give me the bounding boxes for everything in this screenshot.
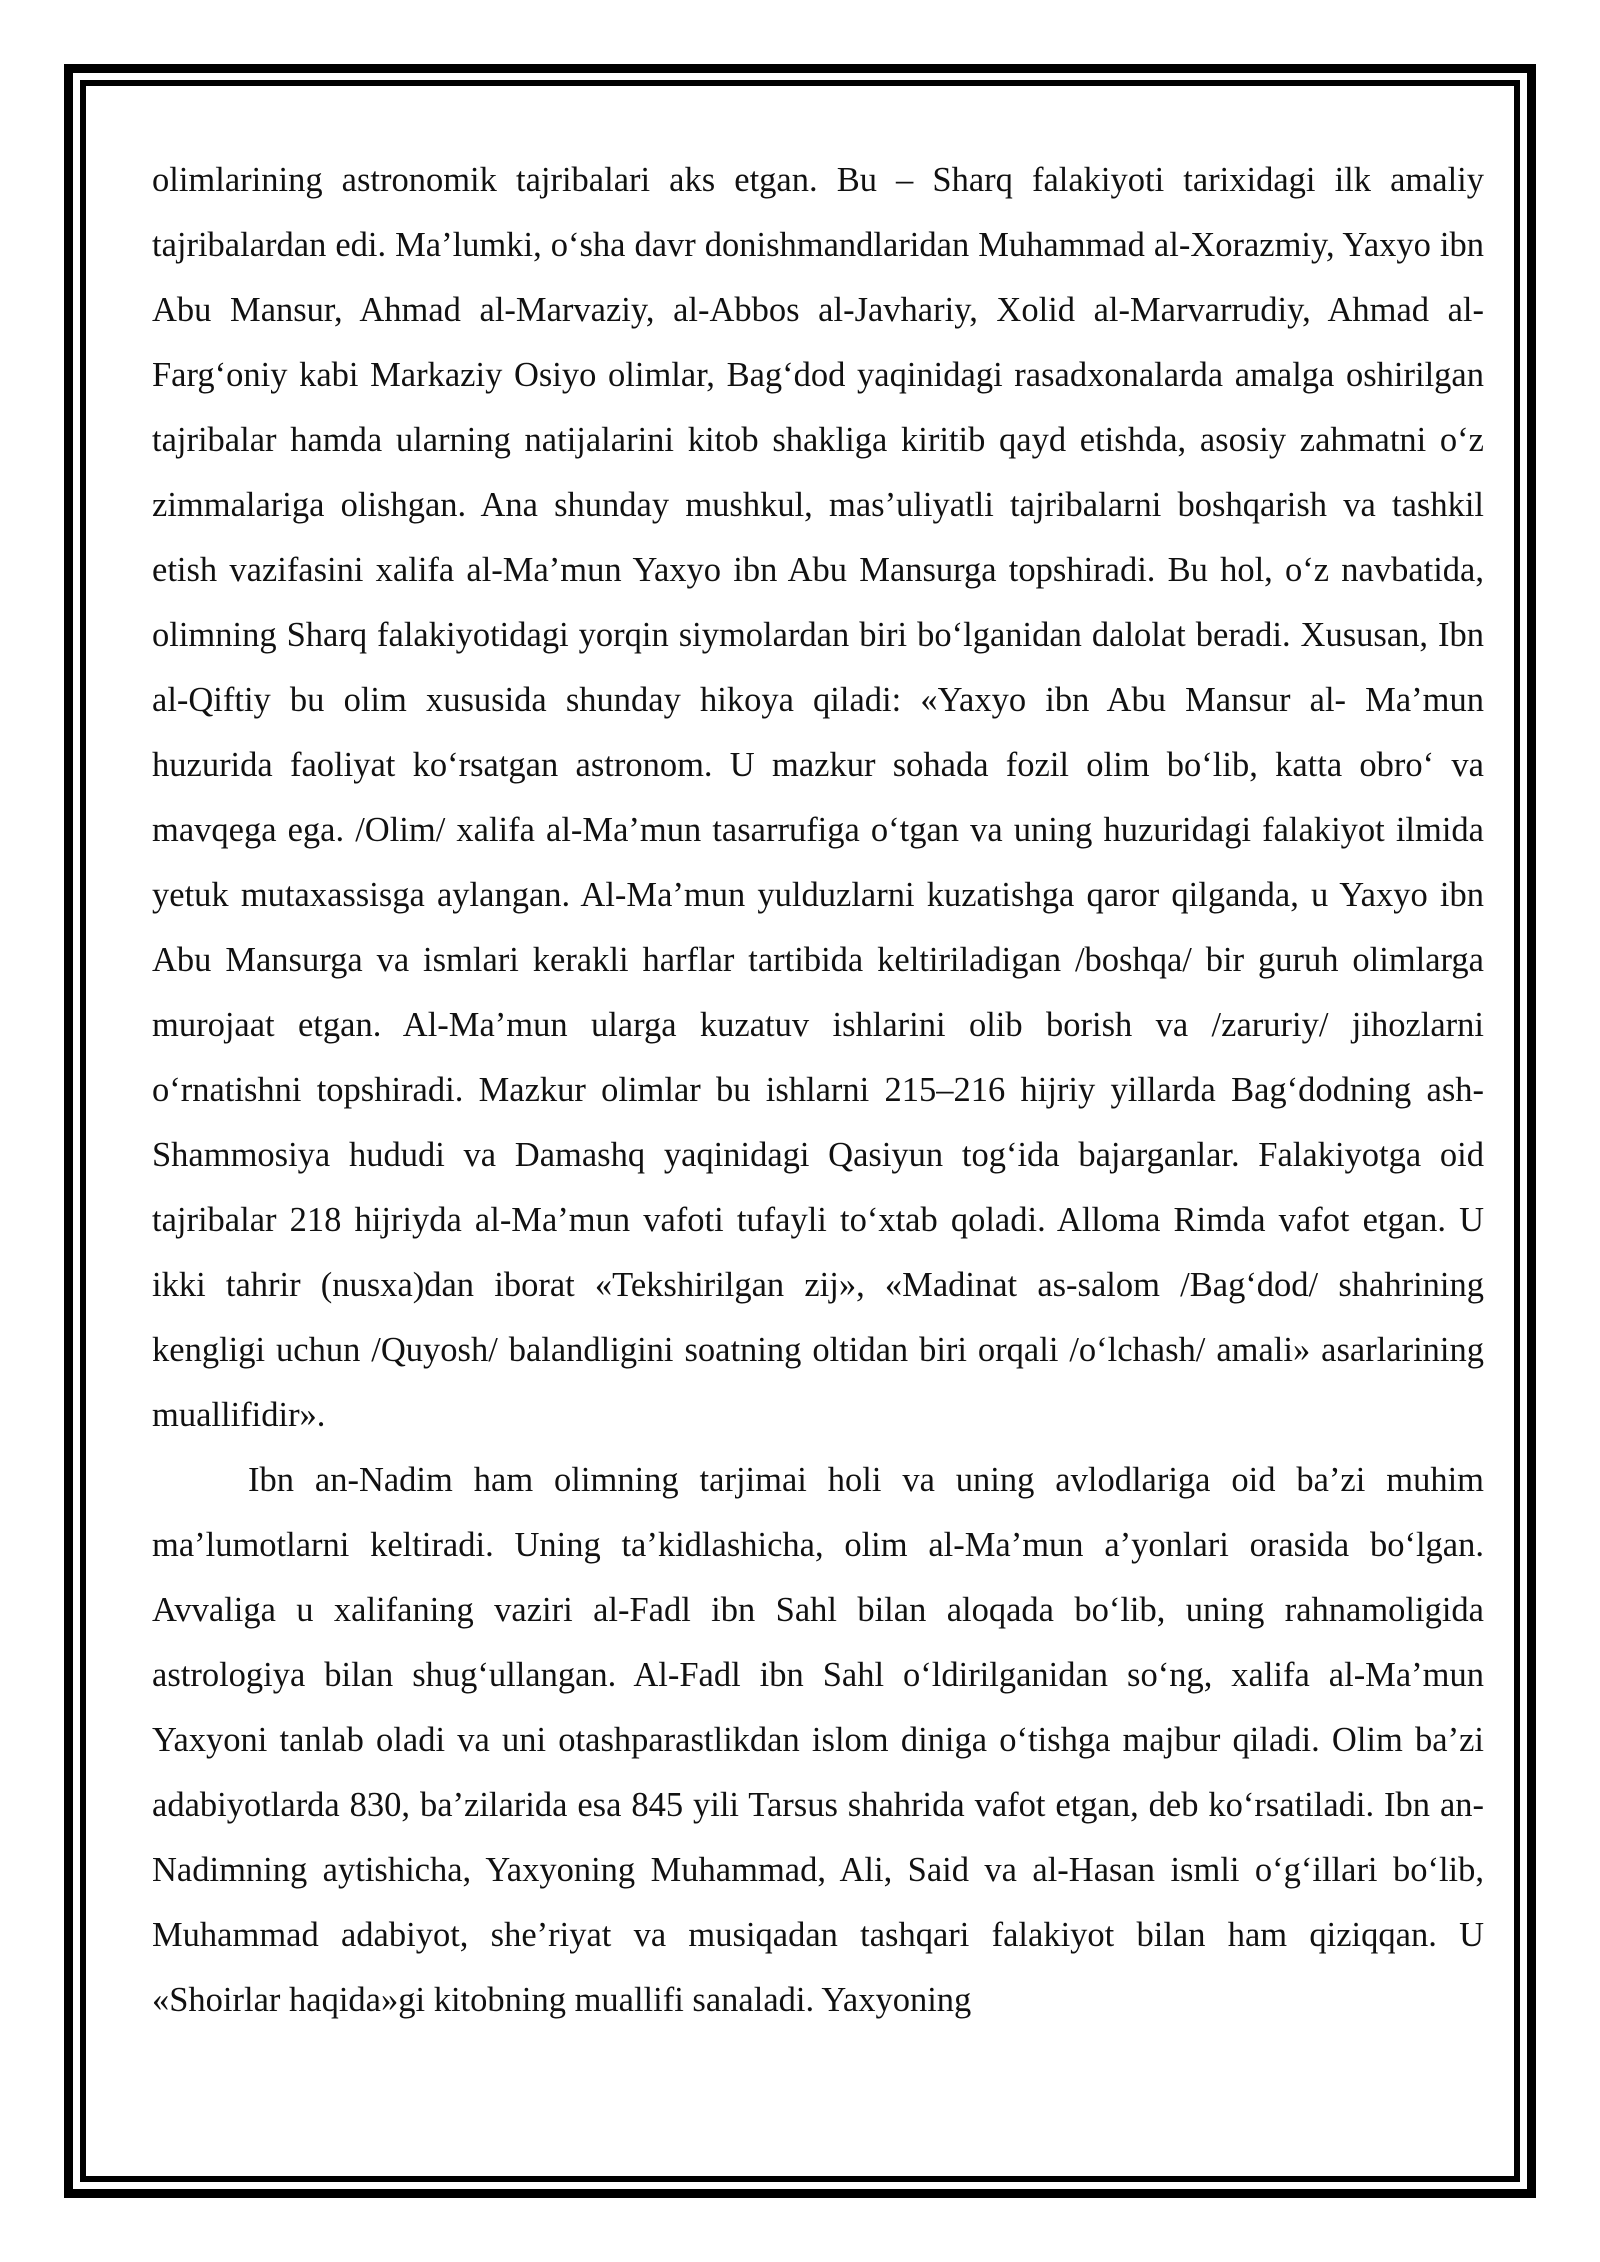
paragraph-1: olimlarining astronomik tajribalari aks etgan. Bu – Sharq falakiyoti tarixidagi ilk amaliy tajribalardan edi. Ma’lumki, o‘sha davr donishmandlaridan Muhammad al-Xorazmiy, Yaxyo ibn Abu Mansur, Ahmad al-Marvaziy, al-Abbos al-Javhariy, Xolid al-Marvarrudiy, Ahmad al-Farg‘oniy kabi Markaziy Osiyo olimlar, Bag‘dod yaqinidagi rasadxonalarda amalga oshirilgan tajribalar hamda ularning natijalarini kitob shakliga kiritib qayd etishda, asosiy zahmatni o‘z zimmalariga olishgan. Ana shunday mushkul, mas’uliyatli tajribalarni boshqarish va tashkil etish vazifasini xalifa al-Ma’mun Yaxyo ibn Abu Mansurga topshiradi. Bu hol, o‘z navbatida, olimning Sharq falakiyotidagi yorqin siymolardan biri bo‘lganidan dalolat beradi. Xususan, Ibn al-Qiftiy bu olim xususida shunday hikoya qiladi: «Yaxyo ibn Abu Mansur al- Ma’mun huzurida faoliyat ko‘rsatgan astronom. U mazkur sohada fozil olim bo‘lib, katta obro‘ va mavqega ega. /Olim/ xalifa al-Ma’mun tasarrufiga o‘tgan va uning huzuridagi falakiyot ilmida yetuk mutaxassisga aylangan. Al-Ma’mun yulduzlarni kuzatishga qaror qilganda, u Yaxyo ibn Abu Mansurga va ismlari kerakli harflar tartibida keltiriladigan /boshqa/ bir guruh olimlarga murojaat etgan. Al-Ma’mun ularga kuzatuv ishlarini olib borish va /zaruriy/ jihozlarni o‘rnatishni topshiradi. Mazkur olimlar bu ishlarni 215–216 hijriy yillarda Bag‘dodning ash-Shammosiya hududi va Damashq yaqinidagi Qasiyun tog‘ida bajarganlar. Falakiyotga oid tajribalar 218 hijriyda al-Ma’mun vafoti tufayli to‘xtab qoladi. Alloma Rimda vafot etgan. U ikki tahrir (nusxa)dan iborat «Tekshirilgan zij», «Madinat as-salom /Bag‘dod/ shahrining kengligi uchun /Quyosh/ balandligini soatning oltidan biri orqali /o‘lchash/ amali» asarlarining muallifidir». (152, 161, 1484, 1434)
paragraph-2: Ibn an-Nadim ham olimning tarjimai holi va uning avlodlariga oid ba’zi muhim ma’lumotlarni keltiradi. Uning ta’kidlashicha, olim al-Ma’mun a’yonlari orasida bo‘lgan. Avvaliga u xalifaning vaziri al-Fadl ibn Sahl bilan aloqada bo‘lib, uning rahnamoligida astrologiya bilan shug‘ullangan. Al-Fadl ibn Sahl o‘ldirilganidan so‘ng, xalifa al-Ma’mun Yaxyoni tanlab oladi va uni otashparastlikdan islom diniga o‘tishga majbur qiladi. Olim ba’zi adabiyotlarda 830, ba’zilarida esa 845 yili Tarsus shahrida vafot etgan, deb ko‘rsatiladi. Ibn an-Nadimning aytishicha, Yaxyoning Muhammad, Ali, Said va al-Hasan ismli o‘g‘illari bo‘lib, Muhammad adabiyot, she’riyat va musiqadan tashqari falakiyot bilan ham qiziqqan. U «Shoirlar haqida»gi kitobning muallifi sanaladi. Yaxyoning (152, 1461, 1484, 2019)
document-body (152, 148, 1484, 2033)
